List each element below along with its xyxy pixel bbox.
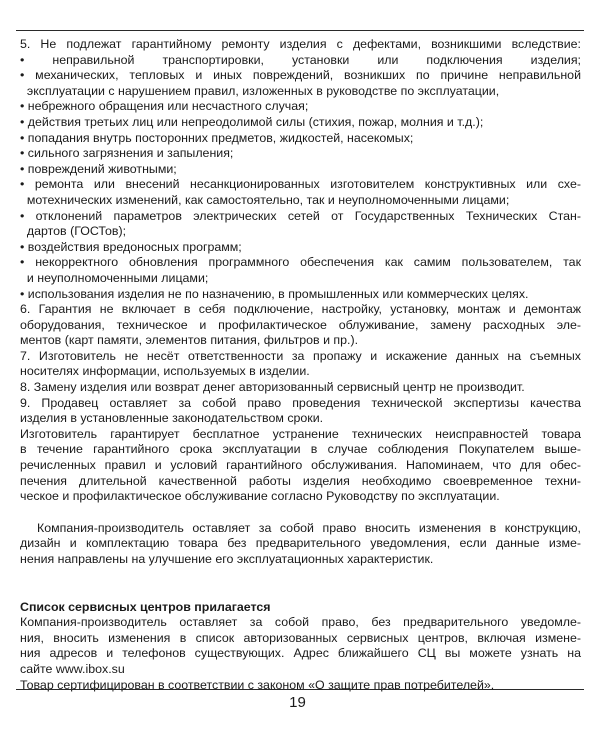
text-line: 5. Не подлежат гарантийному ремонту изделия с дефектами, возникшими вследствие: <box>20 37 581 51</box>
service-centers-heading: Список сервисных центров прилагается <box>20 599 271 614</box>
text-line: дизайн и комплектацию товара без предварительного уведомления, если данные изме- <box>20 536 581 551</box>
text-line: мотехнических изменений, как самостоятельно, так и неуполномоченными лицами; <box>20 192 510 207</box>
text-line: • неправильной транспортировки, установки или подключения изделия; <box>20 52 581 67</box>
text-line: эксплуатации с нарушением правил, изложенных в руководстве по эксплуатации, <box>20 83 500 98</box>
top-divider <box>16 30 584 31</box>
text-line: • повреждений животными; <box>20 161 177 176</box>
service-centers-paragraph <box>20 615 581 693</box>
text-line: Компания-производитель оставляет за собой право, без предварительного уведомле- <box>20 615 581 630</box>
text-line: ментов (карт памяти, элементов питания, фильтров и пр.). <box>20 333 359 348</box>
text-line: • отклонений параметров электрических сетей от Государственных Технических Стан- <box>20 208 581 223</box>
text-line: ния, вносить изменения в список авторизованных сервисных центров, включая измене- <box>20 630 581 645</box>
text-line: • воздействия вредоносных программ; <box>20 239 242 254</box>
text-line: оборудования, техническое и профилактическое облуживание, замену расходных эле- <box>20 317 581 332</box>
text-line: речисленных правил и условий гарантийного обслуживания. Напоминаем, что для обес- <box>20 458 581 473</box>
bottom-divider <box>16 689 584 690</box>
text-line: 9. Продавец оставляет за собой право проведения технической экспертизы качества <box>20 395 581 410</box>
text-line: Товар сертифицирован в соответствии с законом «О защите прав потребителей». <box>20 677 495 692</box>
page-number: 19 <box>289 694 306 711</box>
text-line: изделия в установленные законодательством сроки. <box>20 411 324 426</box>
text-line: • действия третьих лиц или непреодолимой силы (стихия, пожар, молния и т.д.); <box>20 114 484 129</box>
text-line: • использования изделия не по назначению, в промышленных или коммерческих целях. <box>20 286 529 301</box>
text-line: • сильного загрязнения и запыления; <box>20 146 234 161</box>
text-line: • ремонта или внесений несанкционированных изготовителем конструктивных или схе- <box>20 177 581 192</box>
text-line: ческое и профилактическое обслуживание согласно Руководству по эксплуатации. <box>20 489 500 504</box>
text-line: 8. Замену изделия или возврат денег авторизованный сервисный центр не производит. <box>20 380 525 395</box>
text-line: • некорректного обновления программного обеспечения как самим пользователем, так <box>20 255 581 270</box>
text-line: • попадания внутрь посторонних предметов, жидкостей, насекомых; <box>20 130 414 145</box>
text-line: 7. Изготовитель не несёт ответственности за пропажу и искажение данных на съемных <box>20 348 581 363</box>
text-line: • механических, тепловых и иных повреждений, возникших по причине неправильной <box>20 68 581 83</box>
text-line: дартов (ГОСТов); <box>20 224 127 239</box>
text-line: носителях информации, используемых в изделии. <box>20 364 310 379</box>
text-line: ния адресов и телефонов существующих. Адрес ближайшего СЦ вы можете узнать на <box>20 646 581 661</box>
text-line: сайте www.ibox.su <box>20 661 125 676</box>
warranty-conditions <box>20 37 581 505</box>
text-line: нения направлены на улучшение его эксплуатационных характеристик. <box>20 552 434 566</box>
company-rights-paragraph <box>20 521 581 568</box>
warranty-text <box>20 37 581 693</box>
text-line: • небрежного обращения или несчастного случая; <box>20 99 309 114</box>
text-line: печения длительной качественной работы изделия необходимо своевременное техни- <box>20 473 581 488</box>
text-line: в течение гарантийного срока эксплуатации в случае соблюдения Покупателем выше- <box>20 442 581 457</box>
text-line: Изготовитель гарантирует бесплатное устранение технических неисправностей товара <box>20 426 581 441</box>
text-line: и неуполномоченными лицами; <box>20 270 209 285</box>
text-line: 6. Гарантия не включает в себя подключение, настройку, установку, монтаж и демонтаж <box>20 302 581 317</box>
text-line: Компания-производитель оставляет за собой право вносить изменения в конструкцию, <box>20 520 581 535</box>
